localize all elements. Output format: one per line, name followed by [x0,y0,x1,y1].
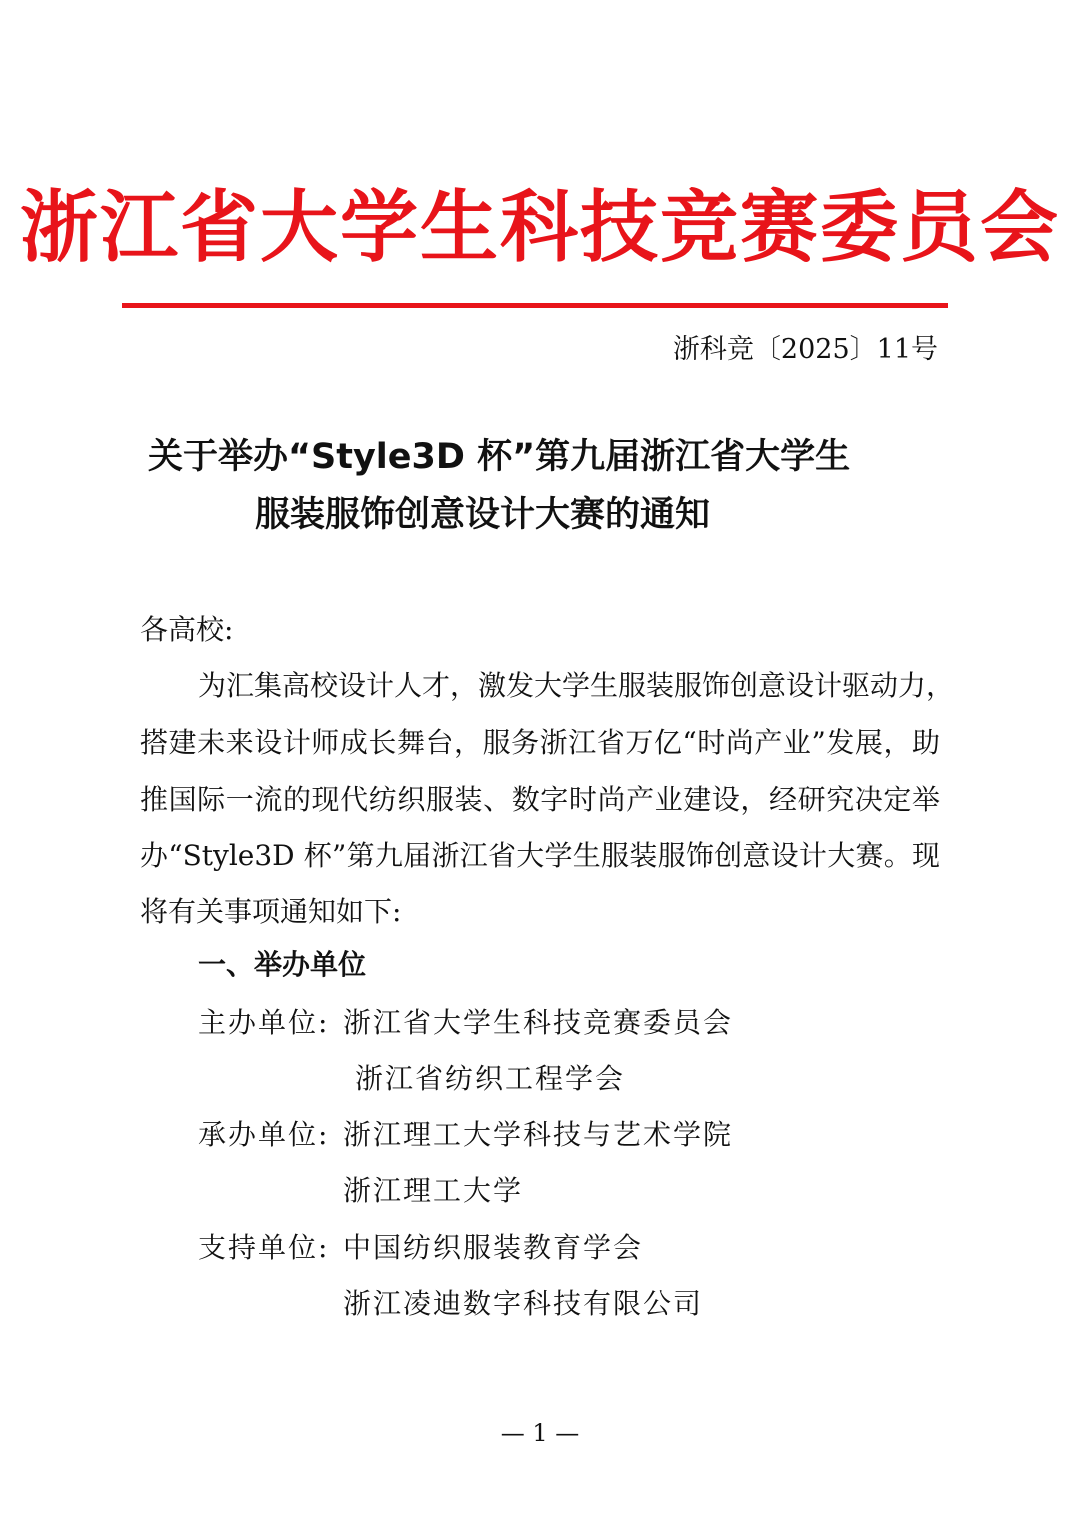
document-number: 浙科竞〔2025〕11号 [672,334,938,365]
organizer-org: 浙江理工大学 [343,1174,524,1207]
issuer-title: 浙江省大学生科技竞赛委员会 [19,183,1060,273]
notice-title-line-1: 关于举办“Style3D 杯”第九届浙江省大学生 [148,437,851,477]
host-label: 主办单位: [198,1006,330,1039]
paragraph-line: 推国际一流的现代纺织服装、数字时尚产业建设，经研究决定举 [140,783,940,816]
host-org: 浙江省大学生科技竞赛委员会 [343,1006,734,1039]
paragraph-line: 搭建未来设计师成长舞台，服务浙江省万亿“时尚产业”发展，助 [140,726,940,759]
paragraph-line: 将有关事项通知如下: [140,895,402,928]
supporter-label: 支持单位: [198,1231,330,1264]
header-red-rule [122,303,948,308]
paragraph-line: 为汇集高校设计人才，激发大学生服装服饰创意设计驱动力， [198,669,955,702]
supporter-org: 中国纺织服装教育学会 [343,1231,644,1264]
organizer-org: 浙江理工大学科技与艺术学院 [343,1118,734,1151]
host-org: 浙江省纺织工程学会 [355,1062,626,1095]
page-number: — 1 — [500,1419,580,1447]
salutation: 各高校: [140,613,234,646]
organizer-label: 承办单位: [198,1118,330,1151]
paragraph-line: 办“Style3D 杯”第九届浙江省大学生服装服饰创意设计大赛。现 [140,839,940,872]
section-heading-organizers: 一、举办单位 [198,948,367,981]
supporter-org: 浙江凌迪数字科技有限公司 [343,1287,704,1320]
notice-title-line-2: 服装服饰创意设计大赛的通知 [255,495,711,535]
